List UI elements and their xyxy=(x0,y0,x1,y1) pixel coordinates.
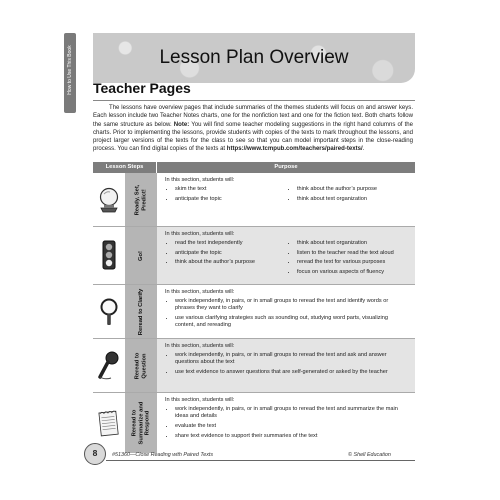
list-item: • anticipate the topic xyxy=(175,250,287,257)
side-tab-label: How to Use This Book xyxy=(67,45,73,95)
crystal-ball-icon xyxy=(98,187,120,213)
list-item: • share text evidence to support their summaries of the text xyxy=(175,433,409,440)
table-row xyxy=(93,339,415,393)
header-lesson-steps: Lesson Steps xyxy=(93,162,157,173)
intro-url: https://www.tcmpub.com/teachers/paired-texts/ xyxy=(226,146,363,153)
row-intro: In this section, students will: xyxy=(165,289,235,295)
row-intro: In this section, students will: xyxy=(165,231,235,237)
step-label: Reread to Question xyxy=(134,352,147,379)
table-row xyxy=(93,393,415,453)
list-item: • evaluate the text xyxy=(175,423,409,430)
magnifying-glass-icon xyxy=(98,298,120,326)
step-label: Ready, Set, Predict! xyxy=(134,184,147,215)
list-item: • reread the text for various purposes xyxy=(297,259,409,266)
intro-text-2: You will find some teacher modeling suggestions in the right hand columns of the charts. Prior to implementing the lessons, provide students with copies of the texts to mark throughout the lessons, and project larger versions of the texts for the class to see so that you can model important steps in the close-reading process. You can find digital copies of the texts at xyxy=(93,121,413,153)
table-header xyxy=(93,162,415,173)
intro-paragraph xyxy=(93,104,413,154)
table-row xyxy=(93,173,415,227)
page-number: 8 xyxy=(84,443,106,465)
intro-end: . xyxy=(362,146,365,153)
footer-product-code: #51360—Close Reading with Paired Texts xyxy=(112,452,214,458)
notepad-icon xyxy=(98,409,120,437)
footer-copyright: © Shell Education xyxy=(348,452,391,458)
list-item: • skim the text xyxy=(175,186,287,193)
header-purpose: Purpose xyxy=(274,164,298,170)
list-item: • read the text independently xyxy=(175,240,287,247)
list-item: • focus on various aspects of fluency xyxy=(297,269,409,276)
intro-note-label: Note: xyxy=(173,121,190,128)
step-label: Go! xyxy=(137,250,144,261)
traffic-light-icon xyxy=(102,240,116,272)
page-title: Lesson Plan Overview xyxy=(159,47,349,68)
footer-rule xyxy=(106,460,415,461)
list-item: • think about the author’s purpose xyxy=(297,186,409,193)
step-label: Reread to Summarize and Respond xyxy=(131,401,151,445)
row-intro: In this section, students will: xyxy=(165,177,235,183)
list-item: • use various clarifying strategies such as sounding out, studying word parts, visualizing content, and rereading xyxy=(175,315,409,329)
table-row xyxy=(93,227,415,285)
microphone-icon xyxy=(97,351,121,381)
heading-rule xyxy=(93,100,415,101)
row-intro: In this section, students will: xyxy=(165,397,235,403)
list-item: • work independently, in pairs, or in small groups to reread the text and ask and answer questions about the text xyxy=(175,352,409,366)
list-item: • use text evidence to answer questions that are self-generated or asked by the teacher xyxy=(175,369,409,376)
section-heading: Teacher Pages xyxy=(93,80,191,96)
step-label: Reread to Clarify xyxy=(137,288,144,335)
list-item: • work independently, in pairs, or in small groups to reread the text and summarize the main ideas and details xyxy=(175,406,409,420)
list-item: • think about text organization xyxy=(297,240,409,247)
lesson-steps-table xyxy=(93,162,415,453)
list-item: • think about the author’s purpose xyxy=(175,259,287,266)
row-intro: In this section, students will: xyxy=(165,343,235,349)
side-tab xyxy=(64,33,76,113)
list-item: • listen to the teacher read the text aloud xyxy=(297,250,409,257)
header-banner xyxy=(93,33,415,83)
list-item: • think about text organization xyxy=(297,196,409,203)
table-row xyxy=(93,285,415,339)
list-item: • anticipate the topic xyxy=(175,196,287,203)
intro-text-1: The lessons have overview pages that include summaries of the themes students will focus on and answer keys. Each lesson include two Teacher Notes charts, one for the nonfiction text and one for the fiction text. Both charts follow the same structure as below. xyxy=(93,105,413,128)
list-item: • work independently, in pairs, or in small groups to reread the text and identify words or phrases they want to clarify xyxy=(175,298,409,312)
